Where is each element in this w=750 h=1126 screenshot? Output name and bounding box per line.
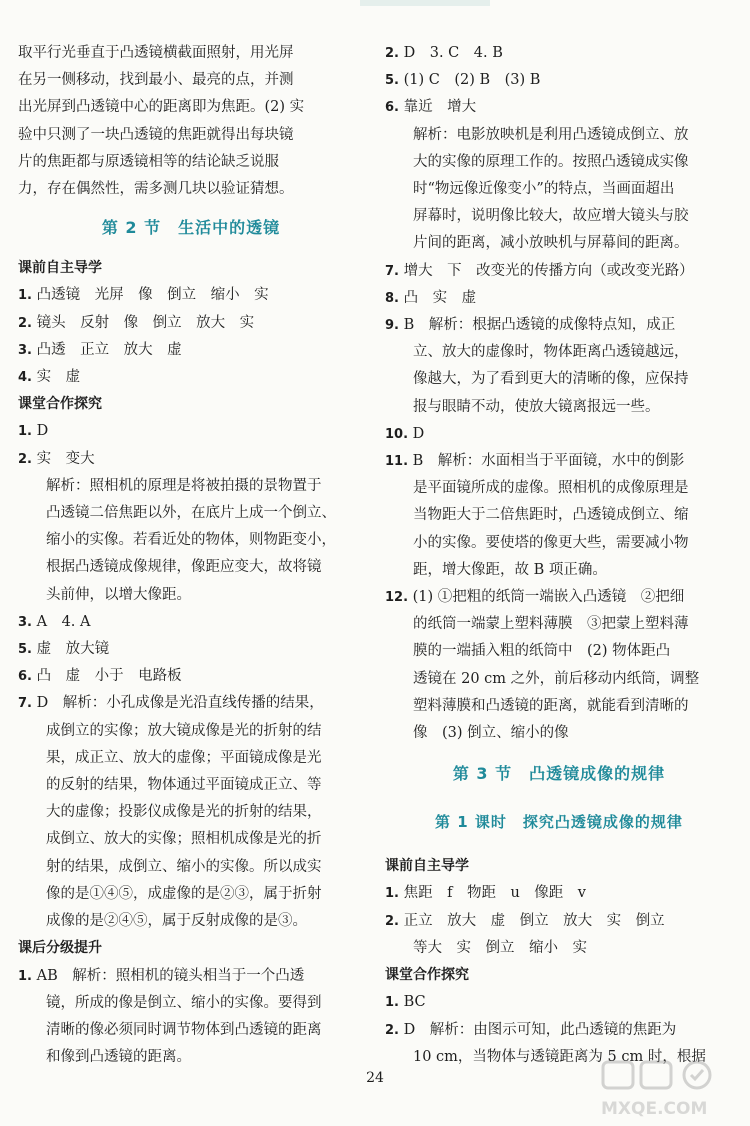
text-line: 片的焦距都与原透镜相等的结论缺乏说服 (18, 153, 279, 170)
item-number: 3. (18, 614, 32, 630)
answer-text: D (412, 425, 425, 442)
subsection-title: 课堂合作探究 (18, 396, 102, 413)
answer-text: 靠近 增大 (403, 99, 477, 116)
answer-text: 正立 放大 虚 倒立 放大 实 倒立 (403, 912, 665, 929)
right-column (385, 40, 733, 1071)
watermark-text: MXQE.COM (601, 1099, 708, 1119)
continued-answer (18, 40, 364, 203)
explanation-line: 成倒立的实像；放大镜成像是光的折射的结 (46, 722, 322, 739)
explanation-line: 成像的是②④⑤，属于反射成像的是③。 (46, 913, 307, 930)
explanation-line: 小的实像。要使塔的像更大些，需要减小物 (413, 534, 689, 551)
answer-text: (1) C (2) B (3) B (403, 72, 541, 89)
item-number: 2. (18, 451, 32, 467)
text-line: 出光屏到凸透镜中心的距离即为焦距。(2) 实 (18, 99, 305, 116)
answer-text: 焦距 f 物距 u 像距 v (403, 885, 586, 902)
subsection-title: 课堂合作探究 (385, 967, 469, 984)
explanation-line: 解析：照相机的原理是将被拍摄的景物置于 (46, 477, 322, 494)
answer-text: 虚 放大镜 (36, 641, 110, 658)
explanation-line: 10 cm，当物体与透镜距离为 5 cm 时，根据 (413, 1048, 706, 1065)
answer-site-logo-icon (603, 1062, 710, 1088)
item-number: 3. (18, 342, 32, 358)
lesson-heading: 第 1 课时 探究凸透镜成像的规律 (435, 813, 683, 832)
item-number: 1. (18, 968, 32, 984)
answer-text: 凸 实 虚 (403, 289, 477, 306)
explanation-line: 大的实像的原理工作的。按照凸透镜成实像 (413, 153, 689, 170)
answer-text: 凸 虚 小于 电路板 (36, 668, 182, 685)
explanation-line: 塑料薄膜和凸透镜的距离，就能看到清晰的 (413, 697, 689, 714)
answer-text: BC (403, 994, 426, 1011)
answer-text: 凸透 正立 放大 虚 (36, 341, 182, 358)
answer-text: D 解析：由图示可知，此凸透镜的焦距为 (403, 1021, 677, 1038)
explanation-line: 的反射的结果，物体通过平面镜成正立、等 (46, 777, 322, 794)
item-number: 7. (18, 696, 32, 712)
item-number: 10. (385, 426, 409, 442)
answer-text: A 4. A (36, 613, 91, 630)
explanation-line: 距，增大像距，故 B 项正确。 (413, 561, 607, 578)
answer-text: 实 变大 (36, 450, 95, 467)
explanation-line: 透镜在 20 cm 之外，前后移动内纸筒，调整 (413, 670, 700, 687)
explanation-line: 清晰的像必须同时调节物体到凸透镜的距离 (46, 1021, 322, 1038)
explanation-line: 头前伸，以增大像距。 (46, 586, 191, 603)
explanation-line: 时“物远像近像变小”的特点，当画面超出 (413, 181, 675, 198)
answer-text: B 解析：水面相当于平面镜，水中的倒影 (412, 453, 685, 470)
item-number: 6. (18, 669, 32, 685)
explanation-line: 凸透镜二倍焦距以外，在底片上成一个倒立、 (46, 505, 336, 522)
explanation-line: 和像到凸透镜的距离。 (46, 1049, 191, 1066)
text-line: 验中只测了一块凸透镜的焦距就得出每块镜 (18, 126, 294, 143)
explanation-line: 大的虚像；投影仪成像是光的折射的结果， (46, 804, 322, 821)
explanation-line: 等大 实 倒立 缩小 实 (413, 939, 587, 956)
item-number: 1. (18, 424, 32, 440)
explanation-line: 的纸筒一端蒙上塑料薄膜 ③把蒙上塑料薄 (413, 616, 689, 633)
explanation-line: 解析：电影放映机是利用凸透镜成倒立、放 (413, 126, 689, 143)
explanation-line: 片间的距离，减小放映机与屏幕间的距离。 (413, 235, 689, 252)
item-number: 8. (385, 290, 399, 306)
explanation-line: 膜的一端插入粗的纸筒中 (2) 物体距凸 (413, 643, 671, 660)
explanation-line: 果，成正立、放大的虚像；平面镜成像是光 (46, 749, 322, 766)
explanation-line: 缩小的实像。若看近处的物体，则物距变小， (46, 532, 336, 549)
subsection-title: 课后分级提升 (18, 940, 102, 957)
section-heading: 第 2 节 生活中的透镜 (101, 218, 281, 238)
answer-text: B 解析：根据凸透镜的成像特点知，成正 (403, 317, 676, 334)
item-number: 2. (385, 1022, 399, 1038)
left-column (18, 40, 364, 1071)
explanation-line: 报与眼睛不动，使放大镜离报远一些。 (413, 398, 660, 415)
item-number: 5. (18, 642, 32, 658)
explanation-line: 像 (3) 倒立、缩小的像 (413, 725, 569, 742)
item-number: 2. (385, 913, 399, 929)
item-number: 1. (385, 995, 399, 1011)
explanation-line: 射的结果，成倒立、缩小的实像。所以成实 (46, 858, 322, 875)
answer-text: D 3. C 4. B (403, 45, 503, 61)
explanation-line: 当物距大于二倍焦距时，凸透镜成倒立、缩 (413, 507, 689, 524)
explanation-line: 是平面镜所成的虚像。照相机的成像原理是 (413, 480, 689, 497)
item-number: 2. (18, 315, 32, 331)
explanation-line: 像越大，为了看到更大的清晰的像，应保持 (413, 371, 689, 388)
explanation-line: 根据凸透镜成像规律，像距应变大，故将镜 (46, 559, 322, 576)
item-number: 7. (385, 263, 399, 279)
answer-text: D 解析：小孔成像是光沿直线传播的结果， (36, 695, 324, 712)
text-line: 力，存在偶然性，需多测几块以验证猜想。 (18, 181, 294, 198)
explanation-line: 镜，所成的像是倒立、缩小的实像。要得到 (46, 994, 322, 1011)
answer-text: 增大 下 改变光的传播方向（或改变光路） (403, 262, 694, 279)
subsection-title: 课前自主导学 (18, 260, 102, 277)
explanation-line: 像的是①④⑤，成虚像的是②③，属于折射 (46, 885, 322, 902)
answer-text: 镜头 反射 像 倒立 放大 实 (36, 314, 255, 331)
answer-text: D (36, 423, 49, 440)
item-number: 11. (385, 454, 409, 470)
item-number: 5. (385, 73, 399, 89)
answer-text: 凸透镜 光屏 像 倒立 缩小 实 (36, 287, 269, 304)
item-number: 4. (18, 370, 32, 386)
explanation-line: 立、放大的虚像时，物体距离凸透镜越远， (413, 344, 689, 361)
section-heading: 第 3 节 凸透镜成像的规律 (452, 764, 666, 784)
answer-text: 实 虚 (36, 369, 81, 386)
item-number: 1. (385, 886, 399, 902)
explanation-line: 屏幕时，说明像比较大，故应增大镜头与胶 (413, 208, 689, 225)
answer-text: AB 解析：照相机的镜头相当于一个凸透 (36, 967, 305, 984)
answer-text: (1) ①把粗的纸筒一端嵌入凸透镜 ②把细 (412, 589, 685, 606)
subsection-title: 课前自主导学 (385, 858, 469, 875)
watermark-logo (595, 1060, 730, 1122)
item-number: 2. (385, 46, 399, 61)
item-number: 9. (385, 318, 399, 334)
text-line: 取平行光垂直于凸透镜横截面照射，用光屏 (18, 45, 294, 61)
explanation-line: 成倒立、放大的实像；照相机成像是光的折 (46, 831, 322, 848)
item-number: 6. (385, 100, 399, 116)
page-number: 24 (366, 1070, 384, 1086)
top-edge-mark (360, 0, 490, 6)
item-number: 1. (18, 288, 32, 304)
text-line: 在另一侧移动，找到最小、最亮的点，并测 (18, 72, 294, 89)
item-number: 12. (385, 590, 409, 606)
